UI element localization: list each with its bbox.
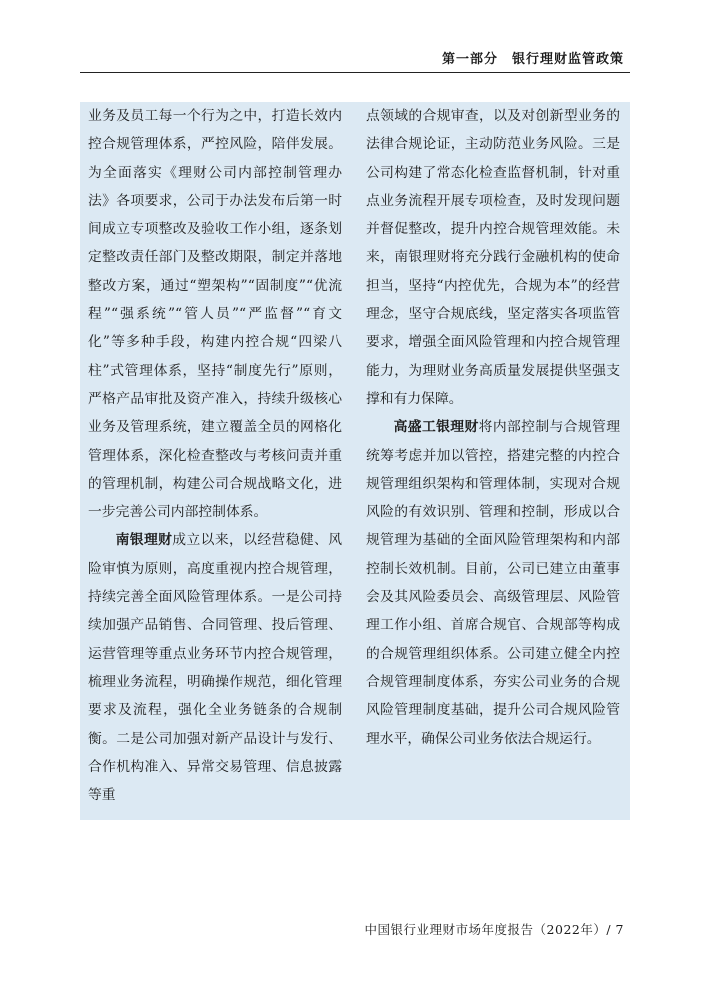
left-column	[88, 102, 342, 809]
paragraph-continued-right: 点领域的合规审查，以及对创新型业务的法律合规论证，主动防范业务风险。三是公司构建了常态化检查监督机制，针对重点业务流程开展专项检查，及时发现问题并督促整改，提升内控合规管理效能。未来，南银理财将充分践行金融机构的使命担当，坚持“内控优先，合规为本”的经营理念，坚守合规底线，坚定落实各项监管要求，增强全面风险管理和内控合规管理能力，为理财业务高质量发展提供坚强支撑和有力保障。	[366, 108, 620, 407]
page-footer: 中国银行业理财市场年度报告（2022年）/ 7	[364, 922, 624, 937]
text-panel	[80, 102, 630, 820]
paragraph-nanyin	[88, 526, 342, 809]
header-divider	[80, 72, 630, 73]
paragraph-gaosheng-text: 将内部控制与合规管理统筹考虑并加以管控，搭建完整的内控合规管理组织架构和管理体制，实现对合规风险的有效识别、管理和控制，形成以合规管理为基础的全面风险管理架构和内部控制长效机制。目前，公司已建立由董事会及其风险委员会、高级管理层、风险管理工作小组、首席合规官、合规部等构成的合规管理组织体系。公司建立健全内控合规管理制度体系，夯实公司业务的合规风险管理制度基础，提升公司合规风险管理水平，确保公司业务依法合规运行。	[366, 419, 621, 747]
bank-name-gaosheng: 高盛工银理财	[393, 419, 479, 436]
section-header: 第一部分 银行理财监管政策	[441, 52, 624, 67]
bank-name-nanyin: 南银理财	[115, 532, 173, 549]
paragraph-nanyin-text: 成立以来，以经营稳健、风险审慎为原则，高度重视内控合规管理，持续完善全面风险管理体系。一是公司持续加强产品销售、合同管理、投后管理、运营管理等重点业务环节内控合规管理，梳理业务流程，明确操作规范，细化管理要求及流程，强化全业务链条的合规制衡。二是公司加强对新产品设计与发行、合作机构准入、异常交易管理、信息披露等重	[88, 532, 343, 804]
paragraph-gaosheng	[366, 413, 620, 753]
paragraph-continued: 业务及员工每一个行为之中，打造长效内控合规管理体系，严控风险，陪伴发展。为全面落实《理财公司内部控制管理办法》各项要求，公司于办法发布后第一时间成立专项整改及验收工作小组，逐条划定整改责任部门及整改期限，制定并落地整改方案，通过“塑架构”“固制度”“优流程”“强系统”“管人员”“严监督”“育文化”等多种手段，构建内控合规“四梁八柱”式管理体系，坚持“制度先行”原则，严格产品审批及资产准入，持续升级核心业务及管理系统，建立覆盖全员的网格化管理体系，深化检查整改与考核问责并重的管理机制，构建公司合规战略文化，进一步完善公司内部控制体系。	[88, 108, 342, 521]
right-column	[366, 102, 620, 753]
